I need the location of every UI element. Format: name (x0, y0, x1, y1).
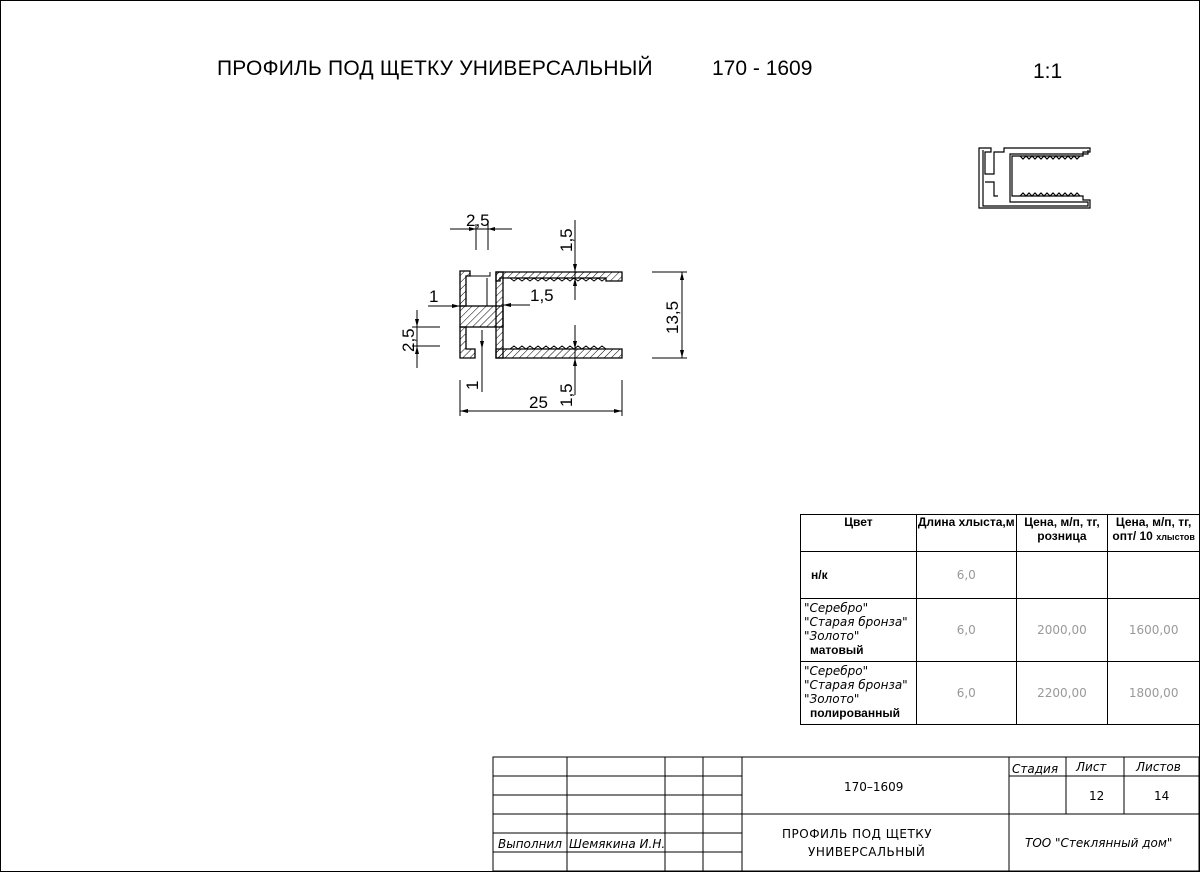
stamp-sheet-value: 12 (1089, 789, 1105, 803)
dim-top-wall: 1,5 (557, 228, 576, 252)
stamp-performed-name: Шемякина И.Н. (569, 837, 666, 851)
cell-retail: 2000,00 (1016, 599, 1108, 662)
dim-top-width: 2,5 (466, 211, 490, 230)
header-retail: Цена, м/п, тг, розница (1016, 515, 1108, 552)
header-opt: Цена, м/п, тг, опт/ 10 хлыстов (1108, 515, 1200, 552)
drawing-code: 170 - 1609 (712, 57, 813, 80)
cell-color: "Серебро" "Старая бронза" "Золото" полированный (801, 662, 917, 725)
dim-left: 1 (429, 287, 439, 306)
stamp-name-line2: УНИВЕРСАЛЬНЫЙ (808, 845, 926, 859)
header-length: Длина хлыста,м (916, 515, 1016, 552)
cell-retail: 2200,00 (1016, 662, 1108, 725)
cell-length: 6,0 (916, 599, 1016, 662)
drawing-scale: 1:1 (1033, 60, 1063, 83)
stamp-sheets-label: Листов (1136, 760, 1181, 774)
stamp-sheets-value: 14 (1154, 789, 1170, 803)
cell-opt: 1800,00 (1108, 662, 1200, 725)
header-color: Цвет (801, 515, 917, 552)
stamp-company: ТОО "Стеклянный дом" (1025, 836, 1173, 850)
stamp-name-line1: ПРОФИЛЬ ПОД ЩЕТКУ (782, 827, 933, 841)
cell-color: "Серебро" "Старая бронза" "Золото" матовый (801, 599, 917, 662)
stamp-sheet-label: Лист (1076, 760, 1107, 774)
stamp-performed-label: Выполнил (498, 837, 562, 851)
stamp-stage-label: Стадия (1012, 762, 1059, 776)
cell-opt: 1600,00 (1108, 599, 1200, 662)
cell-length: 6,0 (916, 552, 1016, 599)
cell-color: н/к (801, 552, 917, 599)
dim-bottom-wall: 1,5 (557, 383, 576, 407)
dim-height: 13,5 (663, 300, 682, 334)
dim-left-height: 2,5 (399, 328, 418, 352)
stamp-doc-code: 170–1609 (844, 780, 904, 794)
dim-inner-wall: 1,5 (530, 286, 554, 305)
cell-length: 6,0 (916, 662, 1016, 725)
dim-width: 25 (529, 393, 548, 412)
drawing-title: ПРОФИЛЬ ПОД ЩЕТКУ УНИВЕРСАЛЬНЫЙ (217, 57, 653, 80)
dim-bottom-left: 1 (463, 380, 482, 390)
